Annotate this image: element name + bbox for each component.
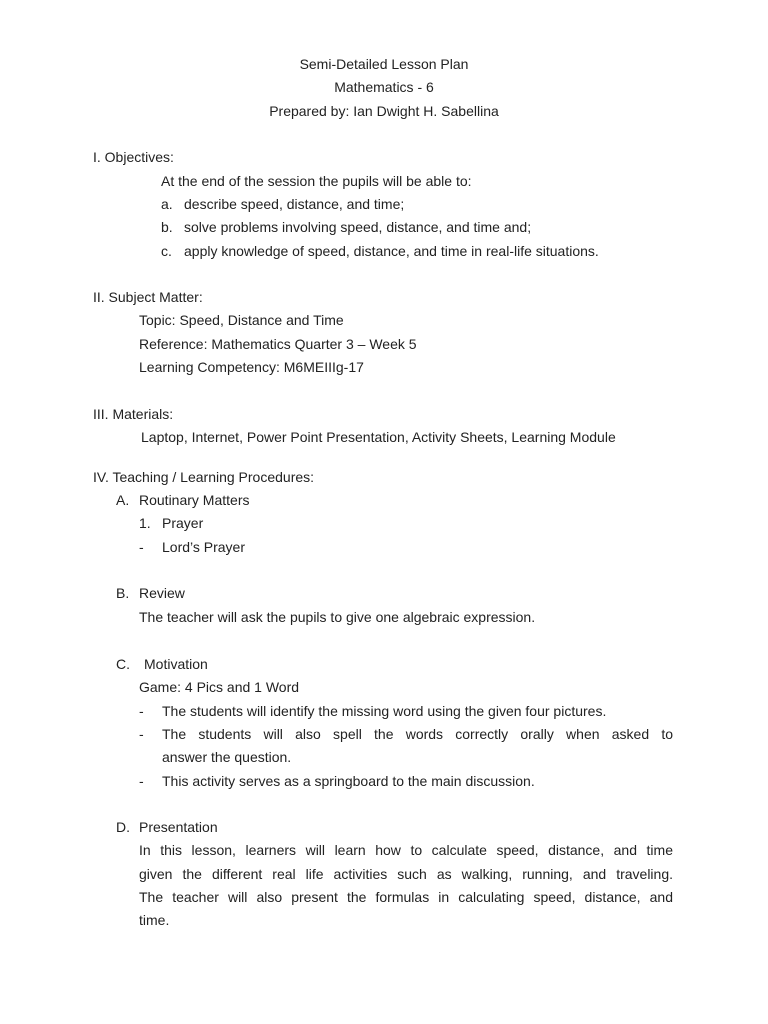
- procedures-heading: IV. Teaching / Learning Procedures:: [93, 469, 315, 485]
- objectives-intro: At the end of the session the pupils will be able to:: [161, 173, 472, 189]
- objective-marker-a: a.: [161, 196, 173, 212]
- lords-prayer-item: Lord’s Prayer: [162, 539, 246, 555]
- materials-heading: III. Materials:: [93, 406, 174, 422]
- subject-matter-heading: II. Subject Matter:: [93, 289, 203, 305]
- motivation-marker: C.: [116, 656, 130, 672]
- review-text: The teacher will ask the pupils to give one algebraic expression.: [139, 609, 536, 625]
- objective-a: describe speed, distance, and time;: [184, 196, 405, 212]
- objectives-heading: I. Objectives:: [93, 149, 174, 165]
- subject-topic: Topic: Speed, Distance and Time: [139, 312, 344, 328]
- objective-marker-b: b.: [161, 219, 173, 235]
- motivation-dash-3: -: [139, 773, 144, 789]
- prayer-dash: -: [139, 539, 144, 555]
- motivation-game: Game: 4 Pics and 1 Word: [139, 679, 300, 695]
- presentation-line-2: given the different real life activities such as walking, running, and traveling.: [139, 866, 673, 882]
- subject-competency: Learning Competency: M6MEIIIg-17: [139, 359, 364, 375]
- objective-marker-c: c.: [161, 243, 172, 259]
- presentation-marker: D.: [116, 819, 130, 835]
- subject-reference: Reference: Mathematics Quarter 3 – Week 5: [139, 336, 417, 352]
- document-subject: Mathematics - 6: [334, 79, 434, 95]
- motivation-title: Motivation: [144, 656, 208, 672]
- materials-list: Laptop, Internet, Power Point Presentation, Activity Sheets, Learning Module: [141, 429, 616, 445]
- routinary-marker: A.: [116, 492, 130, 508]
- prayer-item: Prayer: [162, 515, 204, 531]
- presentation-title: Presentation: [139, 819, 218, 835]
- presentation-line-3: The teacher will also present the formulas in calculating speed, distance, and: [139, 889, 673, 905]
- presentation-line-1: In this lesson, learners will learn how to calculate speed, distance, and time: [139, 842, 673, 858]
- motivation-bullet-3: This activity serves as a springboard to the main discussion.: [162, 773, 535, 789]
- objective-c: apply knowledge of speed, distance, and time in real-life situations.: [184, 243, 599, 259]
- motivation-bullet-2-line-1: The students will also spell the words correctly orally when asked to: [162, 726, 673, 742]
- motivation-bullet-1: The students will identify the missing word using the given four pictures.: [162, 703, 607, 719]
- motivation-dash-2: -: [139, 726, 144, 742]
- prayer-marker: 1.: [139, 515, 151, 531]
- review-marker: B.: [116, 585, 130, 601]
- review-title: Review: [139, 585, 185, 601]
- motivation-dash-1: -: [139, 703, 144, 719]
- motivation-bullet-2-line-2: answer the question.: [162, 749, 292, 765]
- prepared-by: Prepared by: Ian Dwight H. Sabellina: [269, 103, 499, 119]
- objective-b: solve problems involving speed, distance, and time and;: [184, 219, 532, 235]
- document-title: Semi-Detailed Lesson Plan: [299, 56, 469, 72]
- routinary-title: Routinary Matters: [139, 492, 250, 508]
- presentation-line-4: time.: [139, 912, 170, 928]
